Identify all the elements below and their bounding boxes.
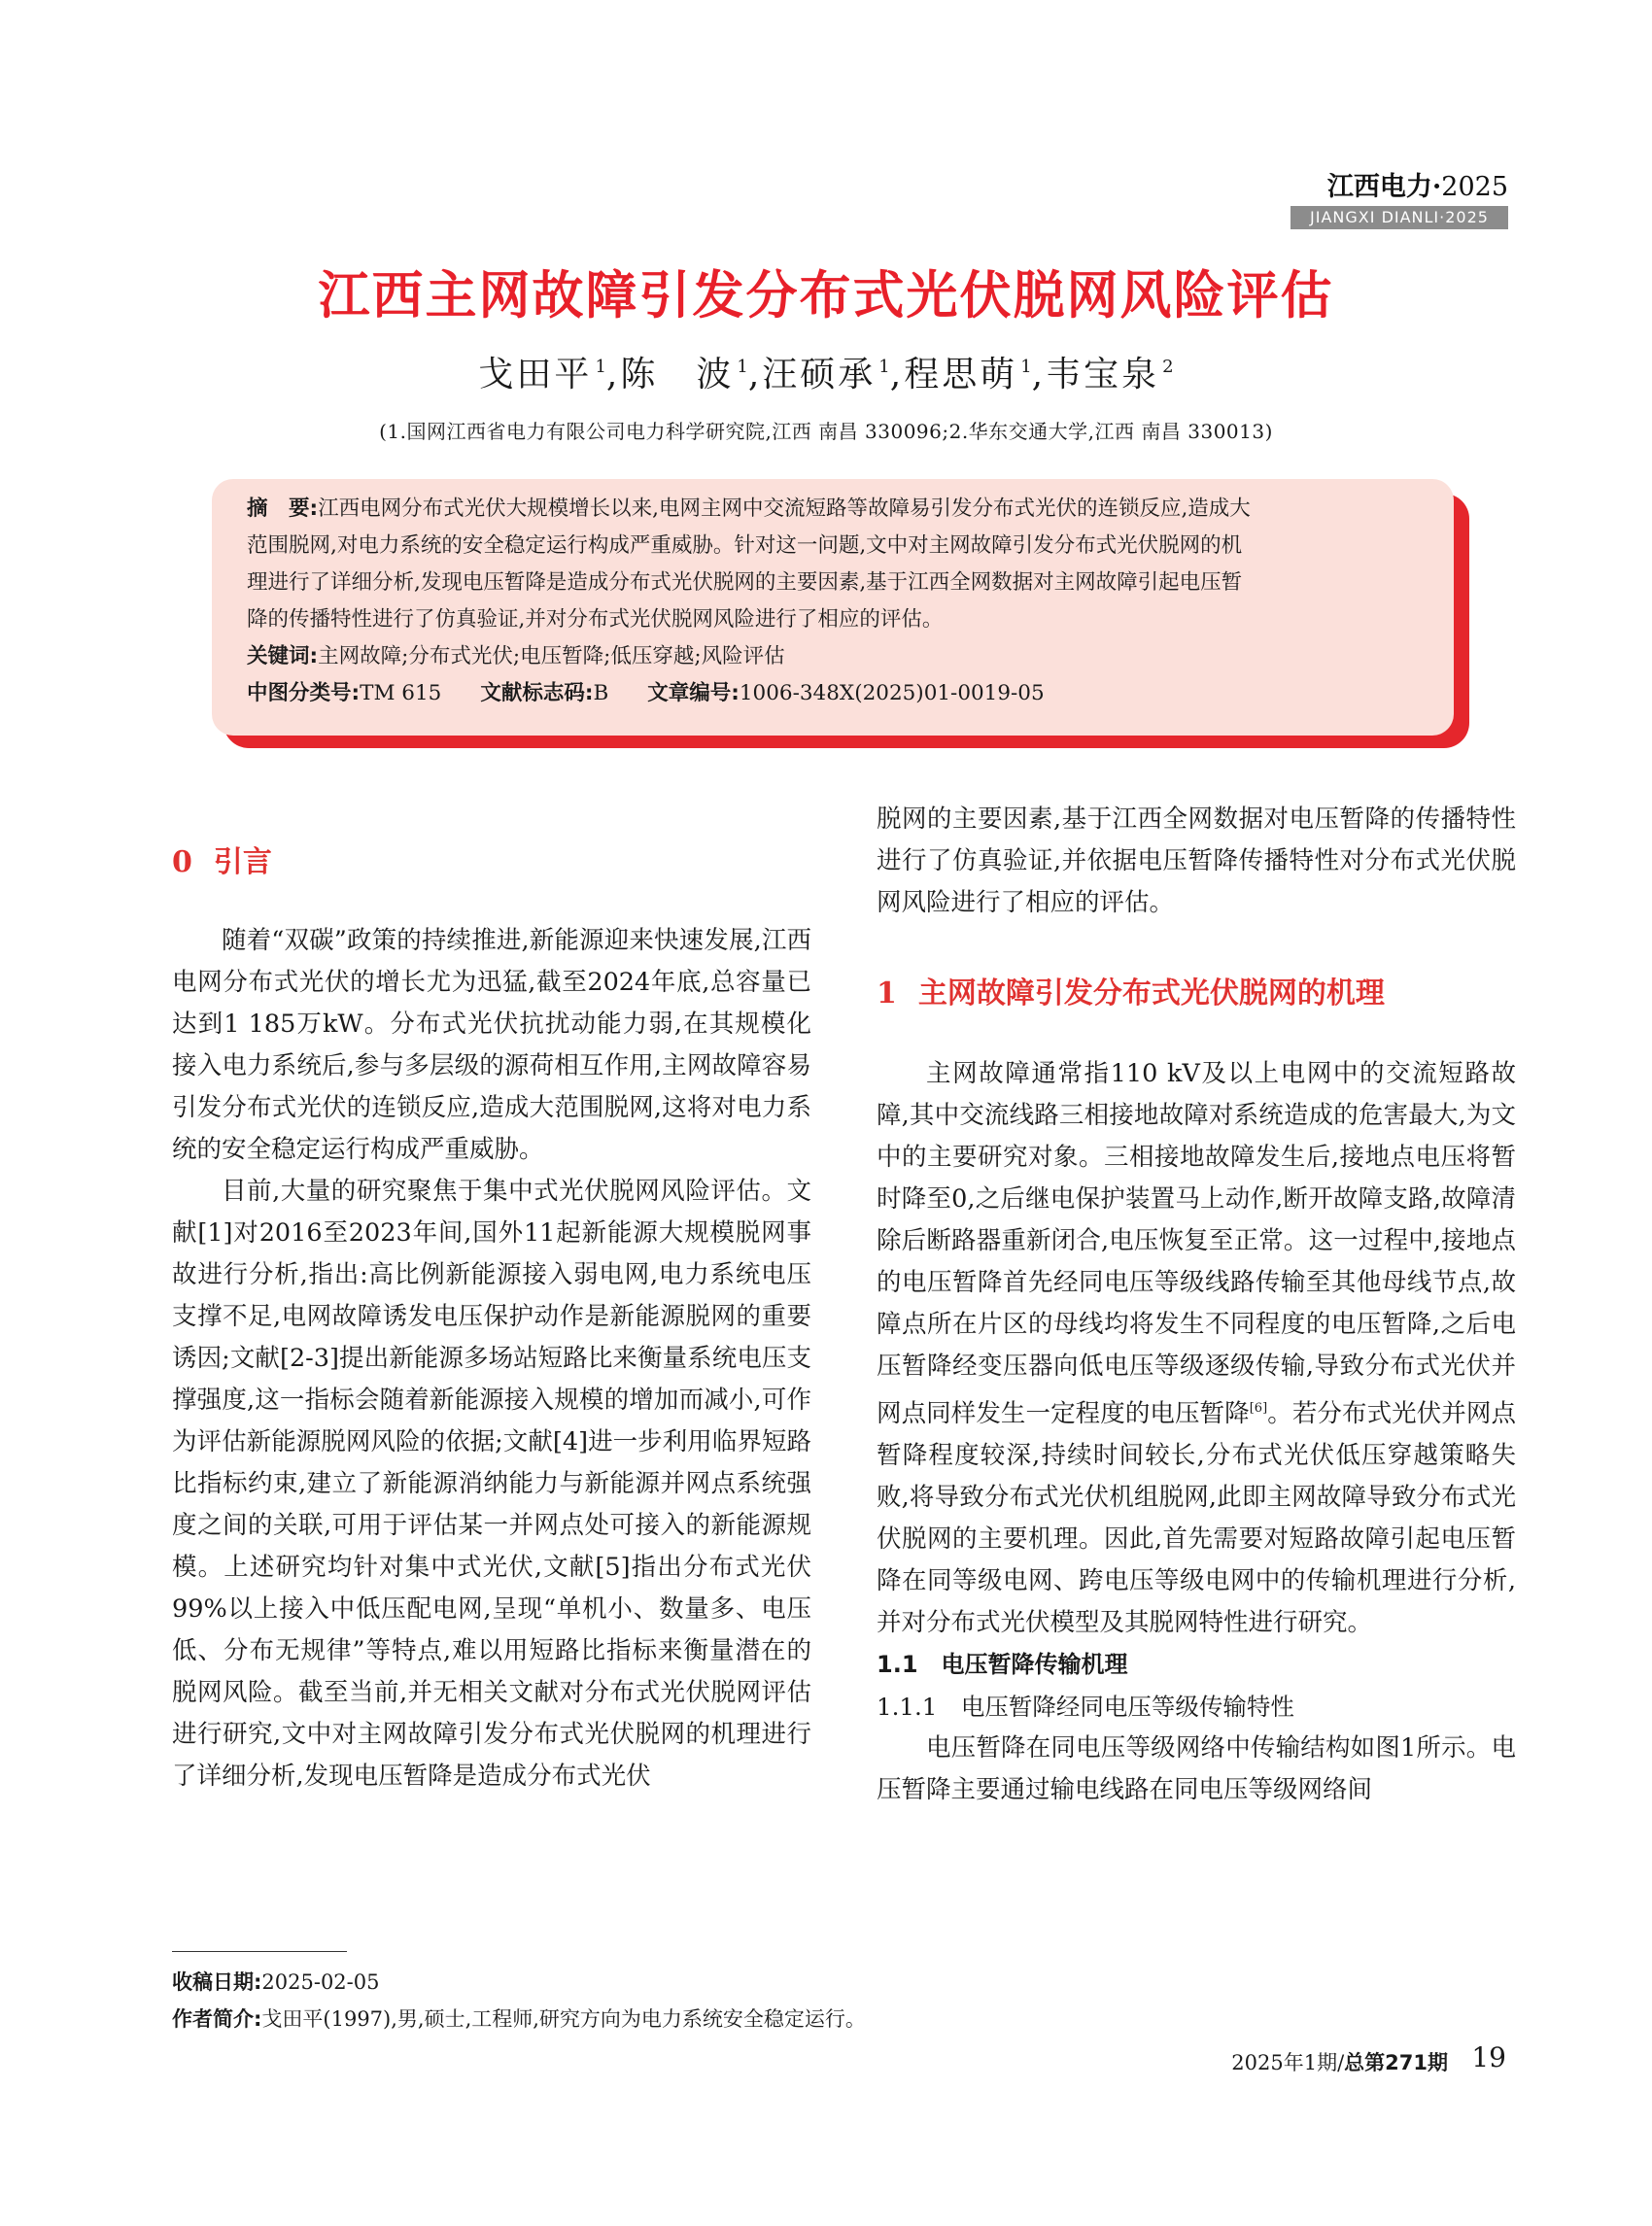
author-bio: 作者简介:戈田平(1997),男,硕士,工程师,研究方向为电力系统安全稳定运行。 bbox=[172, 2007, 866, 2031]
abstract-box bbox=[212, 479, 1454, 736]
keywords-line bbox=[247, 638, 1423, 675]
journal-name: 江西电力· bbox=[1326, 172, 1442, 202]
author-affiliation-mark: 1 bbox=[878, 357, 890, 377]
affiliations: (1.国网江西省电力有限公司电力科学研究院,江西 南昌 330096;2.华东交通大学,江西 南昌 330013) bbox=[379, 420, 1273, 443]
journal-roman-band: JIANGXI DIANLI·2025 bbox=[1291, 206, 1508, 229]
right-column bbox=[877, 799, 1516, 1811]
paragraph-intro-2: 目前,大量的研究聚焦于集中式光伏脱网风险评估。文献[1]对2016至2023年间,国外11起新能源大规模脱网事故进行分析,指出:高比例新能源接入弱电网,电力系统电压支撑不足,电网故障诱发电压保护动作是新能源脱网的重要诱因;文献[2-3]提出新能源多场站短路比来衡量系统电压支撑强度,这一指标会随着新能源接入规模的增加而减小,可作为评估新能源脱网风险的依据;文献[4]进一步利用临界短路比指标约束,建立了新能源消纳能力与新能源并网点系统强度之间的关联,可用于评估某一并网点处可接入的新能源规模。上述研究均针对集中式光伏,文献[5]指出分布式光伏99%以上接入中低压配电网,呈现“单机小、数量多、电压低、分布无规律”等特点,难以用短路比指标来衡量潜在的脱网风险。截至当前,并无相关文献对分布式光伏脱网评估进行研究,文中对主网故障引发分布式光伏脱网的机理进行了详细分析,发现电压暂降是造成分布式光伏 bbox=[172, 1177, 811, 1791]
article-no-value: 1006-348X(2025)01-0019-05 bbox=[739, 681, 1045, 705]
author-affiliation-mark: 1 bbox=[595, 357, 606, 377]
footnote-rule bbox=[172, 1951, 347, 1952]
author-affiliation-mark: 1 bbox=[1020, 357, 1032, 377]
section-1-heading: 1 主网故障引发分布式光伏脱网的机理 bbox=[877, 976, 1385, 1010]
abstract-line-4: 降的传播特性进行了仿真验证,并对分布式光伏脱网风险进行了相应的评估。 bbox=[247, 607, 944, 632]
doc-code-value: B bbox=[593, 681, 609, 705]
journal-title bbox=[1327, 165, 1508, 203]
author-name: 韦宝泉 bbox=[1046, 355, 1160, 394]
author-separator: , bbox=[747, 355, 763, 394]
paragraph-sag-transmission: 电压暂降在同电压等级网络中传输结构如图1所示。电压暂降主要通过输电线路在同电压等级网络间 bbox=[877, 1733, 1516, 1804]
citation-6: [6] bbox=[1249, 1401, 1268, 1416]
author-affiliation-mark: 2 bbox=[1162, 357, 1174, 377]
classification-line bbox=[247, 675, 1423, 712]
clc-value: TM 615 bbox=[360, 681, 442, 705]
author-name: 汪硕承 bbox=[762, 355, 877, 394]
subsection-1-1-heading: 1.1 电压暂降传输机理 bbox=[877, 1651, 1128, 1678]
abstract-line-1: 摘 要:江西电网分布式光伏大规模增长以来,电网主网中交流短路等故障易引发分布式光伏的连锁反应,造成大 bbox=[247, 497, 1251, 521]
abstract-label: 摘 要: bbox=[247, 497, 319, 521]
clc-label: 中图分类号: bbox=[247, 681, 361, 705]
paragraph-mechanism: 主网故障通常指110 kV及以上电网中的交流短路故障,其中交流线路三相接地故障对系统造成的危害最大,为文中的主要研究对象。三相接地故障发生后,接地点电压将暂时降至0,之后继电保护装置马上动作,断开故障支路,故障清除后断路器重新闭合,电压恢复至正常。这一过程中,接地点的电压暂降首先经同电压等级线路传输至其他母线节点,故障点所在片区的母线均将发生不同程度的电压暂降,之后电压暂降经变压器向低电压等级逐级传输,导致分布式光伏并网点同样发生一定程度的电压暂降[6]。若分布式光伏并网点暂降程度较深,持续时间较长,分布式光伏低压穿越策略失败,将导致分布式光伏机组脱网,此即主网故障导致分布式光伏脱网的主要机理。因此,首先需要对短路故障引起电压暂降在同等级电网、跨电压等级电网中的传输机理进行分析,并对分布式光伏模型及其脱网特性进行研究。 bbox=[877, 1059, 1516, 1637]
paragraph-intro-3: 脱网的主要因素,基于江西全网数据对电压暂降的传播特性进行了仿真验证,并依据电压暂降传播特性对分布式光伏脱网风险进行了相应的评估。 bbox=[877, 805, 1516, 917]
issue-info: 2025年1期/总第271期 bbox=[1231, 2051, 1448, 2074]
keywords: 主网故障;分布式光伏;电压暂降;低压穿越;风险评估 bbox=[318, 644, 785, 668]
author-name: 戈田平 bbox=[478, 355, 593, 394]
author-separator: , bbox=[605, 355, 621, 394]
author-affiliation-mark: 1 bbox=[737, 357, 748, 377]
section-0-heading: 0 引言 bbox=[172, 845, 272, 879]
keywords-label: 关键词: bbox=[247, 644, 319, 668]
left-column bbox=[172, 797, 811, 1798]
journal-year: 2025 bbox=[1441, 172, 1508, 202]
received-date: 收稿日期:2025-02-05 bbox=[172, 1970, 380, 1994]
article-no-label: 文章编号: bbox=[647, 681, 740, 705]
paragraph-intro-1: 随着“双碳”政策的持续推进,新能源迎来快速发展,江西电网分布式光伏的增长尤为迅猛,截至2024年底,总容量已达到1 185万kW。分布式光伏抗扰动能力弱,在其规模化接入电力系统后,参与多层级的源荷相互作用,主网故障容易引发分布式光伏的连锁反应,造成大范围脱网,这将对电力系统的安全稳定运行构成严重威胁。 bbox=[172, 926, 811, 1164]
abstract-line-2: 范围脱网,对电力系统的安全稳定运行构成严重威胁。针对这一问题,文中对主网故障引发分布式光伏脱网的机 bbox=[247, 533, 1243, 558]
paper-title: 江西主网故障引发分布式光伏脱网风险评估 bbox=[318, 266, 1334, 325]
author-separator: , bbox=[889, 355, 905, 394]
author-separator: , bbox=[1031, 355, 1047, 394]
doc-code-label: 文献标志码: bbox=[480, 681, 594, 705]
page-number: 19 bbox=[1471, 2041, 1506, 2073]
author-list bbox=[0, 347, 1652, 396]
subsection-1-1-1-heading: 1.1.1 电压暂降经同电压等级传输特性 bbox=[877, 1693, 1294, 1721]
abstract-line-3: 理进行了详细分析,发现电压暂降是造成分布式光伏脱网的主要因素,基于江西全网数据对主网故障引起电压暂 bbox=[247, 570, 1243, 595]
author-name: 程思萌 bbox=[904, 355, 1018, 394]
author-name: 陈 波 bbox=[620, 355, 735, 394]
